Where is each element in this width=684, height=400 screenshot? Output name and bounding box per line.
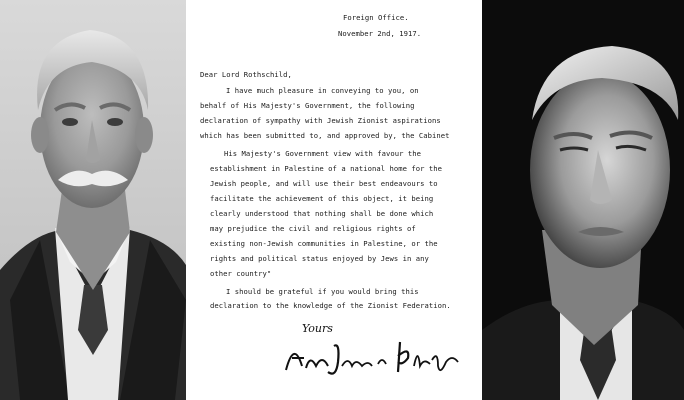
letter-body-line: which has been submitted to, and approved by, the Cabinet [200,131,450,140]
handwritten-signature [282,332,462,382]
left-portrait-photo [0,0,186,400]
letter-body-line: behalf of His Majesty's Government, the following [200,101,415,110]
letter-sign-off: Yours [302,322,333,335]
letter-quote-line: clearly understood that nothing shall be done which [210,209,434,218]
portrait-illustration [482,0,684,400]
letter-quote-line: other country" [210,269,272,278]
letter-page [186,0,482,400]
letter-date: November 2nd, 1917. [338,29,422,38]
letter-document [186,0,482,400]
letter-quote-line: existing non-Jewish communities in Palestine, or the [210,239,438,248]
letter-salutation: Dear Lord Rothschild, [200,70,292,79]
letter-quote-line: rights and political status enjoyed by Jews in any [210,254,429,263]
letter-closing-line: I should be grateful if you would bring this [226,287,419,296]
letter-closing-line: declaration to the knowledge of the Zionist Federation. [210,301,451,310]
letter-quote-line: His Majesty's Government view with favour the [224,149,421,158]
letter-quote-line: Jewish people, and will use their best endeavours to [210,179,438,188]
right-portrait-photo [482,0,684,400]
letter-body-line: I have much pleasure in conveying to you, on [226,86,419,95]
portrait-illustration [0,0,186,400]
letter-quote-line: may prejudice the civil and religious rights of [210,224,416,233]
letter-quote-line: establishment in Palestine of a national home for the [210,164,442,173]
letter-body-line: declaration of sympathy with Jewish Zionist aspirations [200,116,441,125]
letter-quote-line: facilitate the achievement of this object, it being [210,194,434,203]
letter-office-heading: Foreign Office. [343,13,409,22]
